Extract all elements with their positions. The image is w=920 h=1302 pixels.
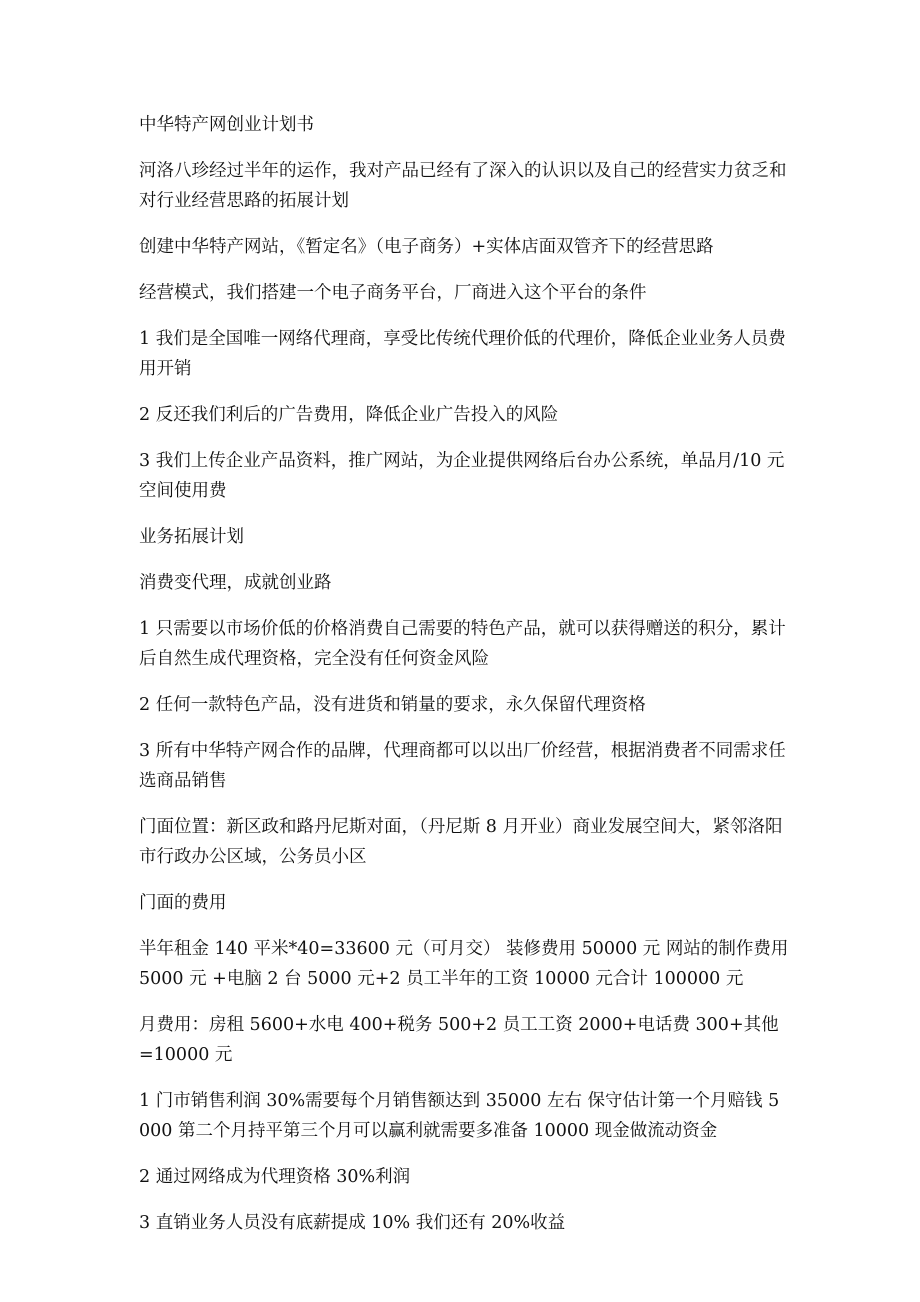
paragraph-intro: 河洛八珍经过半年的运作，我对产品已经有了深入的认识以及自己的经营实力贫乏和对行业经营思路的拓展计划 — [139, 161, 787, 211]
paragraph-monthly-costs: 月费用：房租 5600+水电 400+税务 500+2 员工工资 2000+电话费 300+其他=10000 元 — [139, 1015, 779, 1065]
paragraph-startup-costs: 半年租金 140 平米*40=33600 元（可月交） 装修费用 50000 元 网站的制作费用 5000 元 +电脑 2 台 5000 元+2 员工半年的工资 10000 元合计 100000 元 — [139, 939, 789, 989]
paragraph-profit-3: 3 直销业务人员没有底薪提成 10% 我们还有 20%收益 — [139, 1213, 566, 1233]
paragraph-condition-1: 1 我们是全国唯一网络代理商，享受比传统代理价低的代理价，降低企业业务人员费用开销 — [139, 329, 786, 379]
paragraph-profit-1: 1 门市销售利润 30%需要每个月销售额达到 35000 左右 保守估计第一个月赔钱 5000 第二个月持平第三个月可以赢利就需要多准备 10000 现金做流动资金 — [139, 1091, 780, 1141]
paragraph-profit-2: 2 通过网络成为代理资格 30%利润 — [139, 1167, 411, 1187]
paragraph-location: 门面位置：新区政和路丹尼斯对面，（丹尼斯 8 月开业）商业发展空间大，紧邻洛阳市行政办公区域，公务员小区 — [139, 817, 783, 867]
document-title: 中华特产网创业计划书 — [139, 115, 314, 135]
document-body — [139, 110, 789, 1254]
section-subheading: 消费变代理，成就创业路 — [139, 573, 332, 593]
paragraph-expansion-2: 2 任何一款特色产品，没有进货和销量的要求，永久保留代理资格 — [139, 695, 646, 715]
paragraph-condition-3: 3 我们上传企业产品资料，推广网站，为企业提供网络后台办公系统，单品月/10 元空间使用费 — [139, 451, 785, 501]
paragraph-expansion-3: 3 所有中华特产网合作的品牌，代理商都可以以出厂价经营，根据消费者不同需求任选商品销售 — [139, 741, 786, 791]
section-heading-costs: 门面的费用 — [139, 893, 227, 913]
paragraph-model: 经营模式，我们搭建一个电子商务平台，厂商进入这个平台的条件 — [139, 283, 647, 303]
section-heading-expansion: 业务拓展计划 — [139, 527, 244, 547]
paragraph-plan: 创建中华特产网站，《暂定名》（电子商务）+实体店面双管齐下的经营思路 — [139, 237, 714, 257]
paragraph-condition-2: 2 反还我们利后的广告费用，降低企业广告投入的风险 — [139, 405, 559, 425]
paragraph-expansion-1: 1 只需要以市场价低的价格消费自己需要的特色产品，就可以获得赠送的积分，累计后自然生成代理资格，完全没有任何资金风险 — [139, 619, 786, 669]
